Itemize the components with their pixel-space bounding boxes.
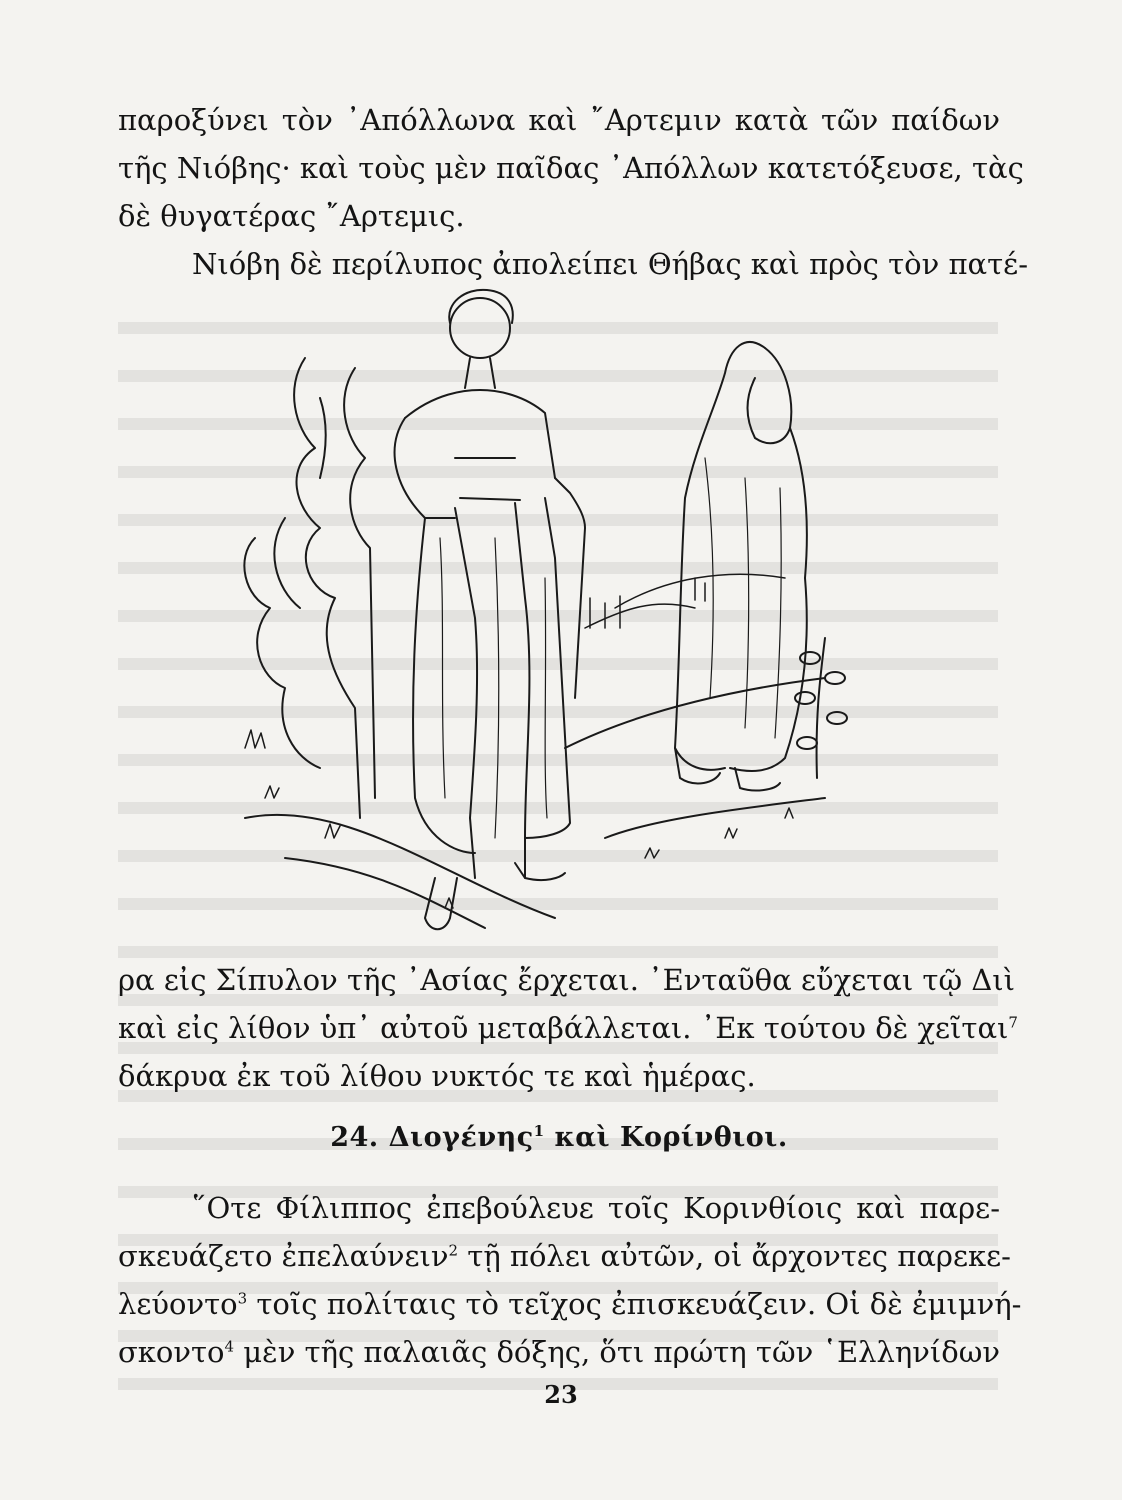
paragraph-diogenes [118,1184,1022,1376]
text-span: σκοντο [118,1335,225,1369]
paragraph-niobe-stone [118,956,1018,1100]
footnote-marker: 7 [1008,1013,1018,1032]
section-heading [118,1118,1000,1158]
footnote-marker: 2 [448,1241,459,1260]
text-line: δάκρυα ἐκ τοῦ λίθου νυκτός τε καὶ ἡμέρας. [118,1059,756,1093]
footnote-marker: 3 [237,1289,248,1308]
footnote-marker: 4 [224,1337,235,1356]
text-line: τῆς Νιόβης· καὶ τοὺς μὲν παῖδας ᾿Απόλλων κατετόξευσε, τὰς [118,151,1024,185]
text-line: ῞Οτε Φίλιππος ἐπεβούλευε τοῖς Κορινθίοις καὶ παρε- [192,1191,1000,1225]
text-span: τῇ πόλει αὐτῶν, οἱ ἄρχοντες παρεκε- [458,1239,1011,1273]
text-span: καὶ εἰς λίθον ὑπ᾿ αὐτοῦ μεταβάλλεται. ᾿Εκ τούτου δὲ χεῖται [118,1011,1009,1045]
text-line: παροξύνει τὸν ᾿Απόλλωνα καὶ ῎Αρτεμιν κατὰ τῶν παίδων [118,103,1000,137]
heading-number: 24. [330,1122,379,1153]
text-span: τοῖς πολίταις τὸ τεῖχος ἐπισκευάζειν. Οἱ δὲ ἐμιμνή- [247,1287,1022,1321]
text-line: δὲ θυγατέρας ῎Αρτεμις. [118,199,465,233]
illustration-two-women [225,278,850,948]
text-line: Νιόβη δὲ περίλυπος ἀπολείπει Θήβας καὶ πρὸς τὸν πατέ- [192,247,1028,281]
paragraph-niobe-punishment [118,96,1028,288]
text-line [118,1004,1018,1052]
heading-name: Διογένης [388,1122,534,1153]
footnote-marker: 1 [533,1122,545,1140]
text-span: σκευάζετο ἐπελαύνειν [118,1239,449,1273]
text-line [118,1280,1022,1328]
text-span: μὲν τῆς παλαιᾶς δόξης, ὅτι πρώτη τῶν ῾Ελληνίδων [234,1335,1000,1369]
text-line [118,1328,1000,1376]
text-span: λεύοντο [118,1287,238,1321]
text-line: ρα εἰς Σίπυλον τῆς ᾿Ασίας ἔρχεται. ᾿Ενταῦθα εὔχεται τῷ Διὶ [118,963,1016,997]
heading-rest: καὶ Κορίνθιοι. [554,1122,788,1153]
text-line [118,1232,1011,1280]
page-number: 23 [544,1380,578,1409]
